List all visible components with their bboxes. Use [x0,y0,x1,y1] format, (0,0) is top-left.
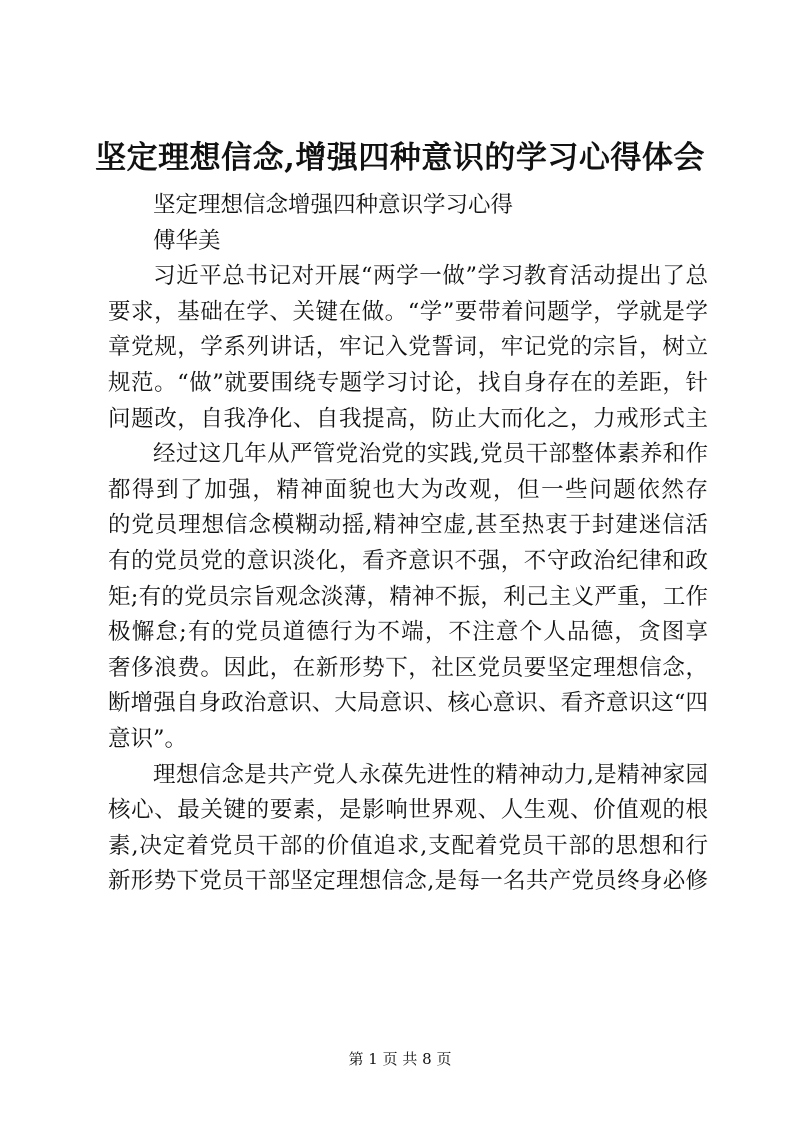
paragraph-3-line-2: 核心、最关键的要素，是影响世界观、人生观、价值观的根 [108,797,708,824]
paragraph-1-line-3: 章党规，学系列讲话，牢记入党誓词，牢记党的宗旨，树立 [108,334,708,361]
paragraph-2-line-2: 都得到了加强，精神面貌也大为改观，但一些问题依然存 [108,476,708,503]
author-line: 傅华美 [153,227,221,254]
paragraph-1-line-2: 要求，基础在学、关键在做。“学”要带着问题学，学就是学 [108,298,708,325]
subtitle-line: 坚定理想信念增强四种意识学习心得 [153,192,514,218]
paragraph-2-line-9: 意识”。 [108,725,188,752]
document-body [108,188,708,900]
paragraph-2-line-8: 断增强自身政治意识、大局意识、核心意识、看齐意识这“四 [108,690,708,717]
paragraph-3-line-3: 素,决定着党员干部的价值追求,支配着党员干部的思想和行 [108,832,708,859]
paragraph-1-line-4: 规范。“做”就要围绕专题学习讨论，找自身存在的差距，针 [108,369,708,396]
paragraph-2-line-3: 的党员理想信念模糊动摇,精神空虚,甚至热衷于封建迷信活 [108,512,708,539]
document-title: 坚定理想信念,增强四种意识的学习心得体会 [95,140,705,176]
paragraph-1-line-5: 问题改，自我净化、自我提高，防止大而化之，力戒形式主 [108,405,708,432]
paragraph-3-line-4: 新形势下党员干部坚定理想信念,是每一名共产党员终身必修 [108,868,708,895]
paragraph-2-line-4: 有的党员党的意识淡化，看齐意识不强，不守政治纪律和政 [108,547,708,574]
paragraph-1-line-1: 习近平总书记对开展“两学一做”学习教育活动提出了总 [153,263,708,290]
paragraph-2-line-1: 经过这几年从严管党治党的实践,党员干部整体素养和作 [153,441,708,468]
paragraph-2-line-5: 矩;有的党员宗旨观念淡薄，精神不振，利己主义严重，工作 [108,583,708,610]
paragraph-2-line-7: 奢侈浪费。因此，在新形势下，社区党员要坚定理想信念， [108,654,708,681]
page-number-footer: 第 1 页 共 8 页 [348,1050,452,1068]
paragraph-3-line-1: 理想信念是共产党人永葆先进性的精神动力,是精神家园 [153,761,708,788]
paragraph-2-line-6: 极懈怠;有的党员道德行为不端，不注意个人品德，贪图享 [108,619,708,646]
